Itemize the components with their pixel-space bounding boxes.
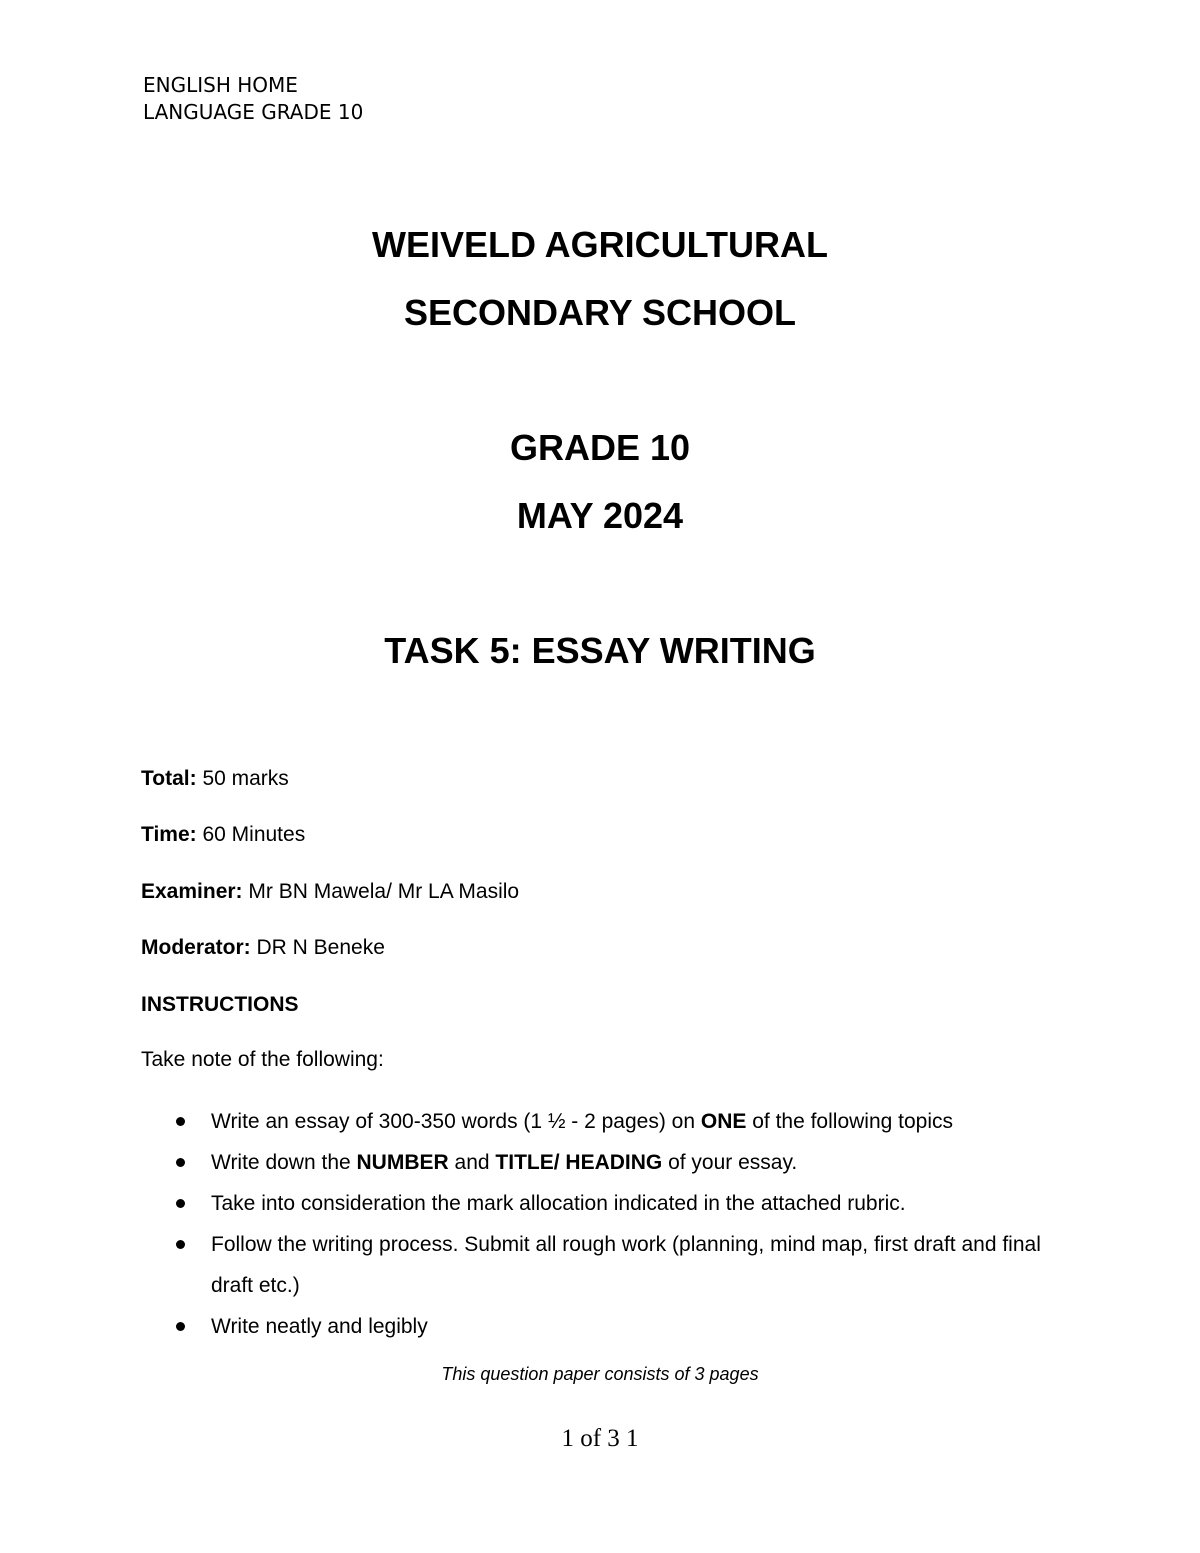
instructions-heading: INSTRUCTIONS [141, 993, 299, 1016]
school-name-line-2: SECONDARY SCHOOL [403, 292, 797, 333]
examiner-label: Examiner: [141, 880, 243, 903]
examiner [141, 879, 519, 905]
list-item: Write an essay of 300-350 words (1 ½ - 2 pages) on ONE of the following topics [141, 1101, 1071, 1142]
bullet-icon [176, 1158, 185, 1167]
page-header [143, 72, 363, 126]
moderator-label: Moderator: [141, 936, 251, 959]
task-title: TASK 5: ESSAY WRITING [384, 630, 816, 671]
page-count-note: This question paper consists of 3 pages [441, 1364, 759, 1384]
time-value: 60 Minutes [196, 823, 306, 846]
list-item: Write down the NUMBER and TITLE/ HEADING of your essay. [141, 1142, 1071, 1183]
school-name-line-1: WEIVELD AGRICULTURAL [372, 224, 828, 265]
instructions-list [141, 1101, 1071, 1347]
time-allowed [141, 822, 305, 848]
page-number: 1 of 3 1 [561, 1425, 639, 1452]
total-label: Total: [141, 767, 197, 790]
bullet-icon [176, 1240, 185, 1249]
total-value: 50 marks [196, 767, 289, 790]
bullet-icon [176, 1199, 185, 1208]
instructions-intro: Take note of the following: [141, 1048, 384, 1071]
list-item: Take into consideration the mark allocation indicated in the attached rubric. [141, 1183, 1071, 1224]
bullet-icon [176, 1322, 185, 1331]
date-title: MAY 2024 [516, 495, 684, 536]
grade-title: GRADE 10 [509, 427, 691, 468]
total-marks [141, 766, 289, 792]
header-line-1: ENGLISH HOME [143, 73, 298, 97]
header-line-2: LANGUAGE GRADE 10 [143, 100, 364, 124]
list-item: Follow the writing process. Submit all rough work (planning, mind map, first draft and final draft etc.) [141, 1224, 1071, 1306]
list-item: Write neatly and legibly [141, 1306, 1071, 1347]
bullet-icon [176, 1117, 185, 1126]
examiner-value: Mr BN Mawela/ Mr LA Masilo [242, 880, 520, 903]
moderator-value: DR N Beneke [250, 936, 385, 959]
time-label: Time: [141, 823, 197, 846]
moderator [141, 935, 385, 961]
